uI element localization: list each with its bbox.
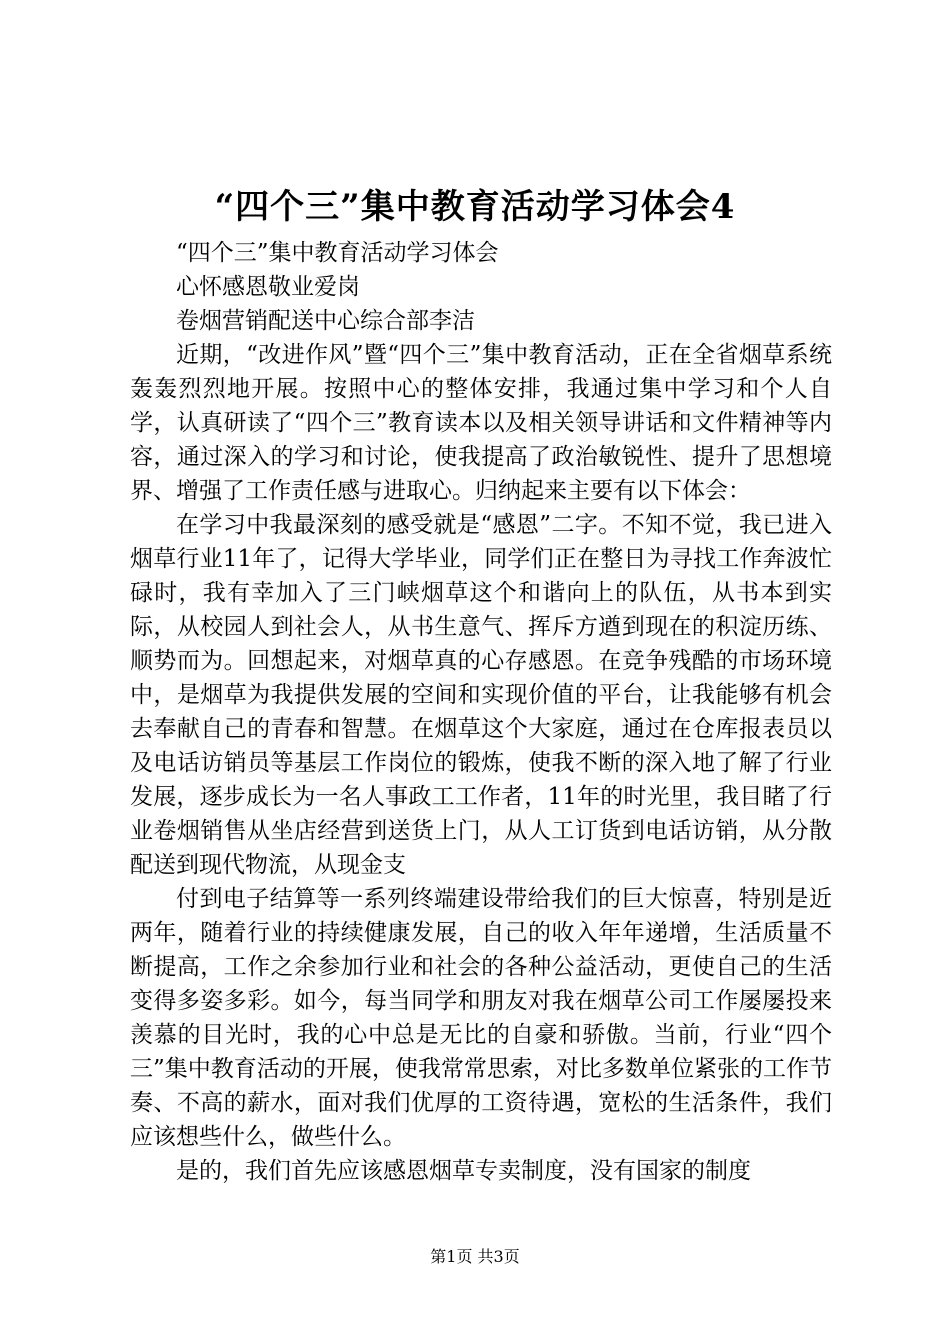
paragraph-author: 卷烟营销配送中心综合部李洁 [176,308,475,334]
paragraph-intro: 近期，“改进作风”暨“四个三”集中教育活动，正在全省烟草系统轰轰烈烈地开展。按照中心的整体安排，我通过集中学习和个人自学，认真研读了“四个三”教育读本以及相关领导讲话和文件精神等内容，通过深入的学习和讨论，使我提高了政治敏锐性、提升了思想境界、增强了工作责任感与进取心。归纳起来主要有以下体会： [130,342,832,504]
document-title: “四个三”集中教育活动学习体会4 [214,187,736,227]
paragraph-monopoly: 是的，我们首先应该感恩烟草专卖制度，没有国家的制度 [176,1158,751,1184]
paragraph-gratitude: 在学习中我最深刻的感受就是“感恩”二字。不知不觉，我已进入烟草行业11年了，记得大学毕业，同学们正在整日为寻找工作奔波忙碌时，我有幸加入了三门峡烟草这个和谐向上的队伍，从书本到实际，从校园人到社会人，从书生意气、挥斥方遒到现在的积淀历练、顺势而为。回想起来，对烟草真的心存感恩。在竞争残酷的市场环境中，是烟草为我提供发展的空间和实现价值的平台，让我能够有机会去奉献自己的青春和智慧。在烟草这个大家庭，通过在仓库报表员以及电话访销员等基层工作岗位的锻炼，使我不断的深入地了解了行业发展，逐步成长为一名人事政工工作者，11年的时光里，我目睹了行业卷烟销售从坐店经营到送货上门，从人工订货到电话访销，从分散配送到现代物流，从现金支 [130,512,832,878]
page-number-footer: 第1页 共3页 [430,1247,520,1266]
document-body [130,236,832,1188]
paragraph-theme: 心怀感恩敬业爱岗 [176,274,360,300]
paragraph-reflection: 付到电子结算等一系列终端建设带给我们的巨大惊喜，特别是近两年，随着行业的持续健康发展，自己的收入年年递增，生活质量不断提高，工作之余参加行业和社会的各种公益活动，更使自己的生活变得多姿多彩。如今，每当同学和朋友对我在烟草公司工作屡屡投来羡慕的目光时，我的心中总是无比的自豪和骄傲。当前，行业“四个三”集中教育活动的开展，使我常常思索，对比多数单位紧张的工作节奏、不高的薪水，面对我们优厚的工资待遇，宽松的生活条件，我们应该想些什么，做些什么。 [130,886,832,1150]
paragraph-subtitle: “四个三”集中教育活动学习体会 [176,240,499,266]
